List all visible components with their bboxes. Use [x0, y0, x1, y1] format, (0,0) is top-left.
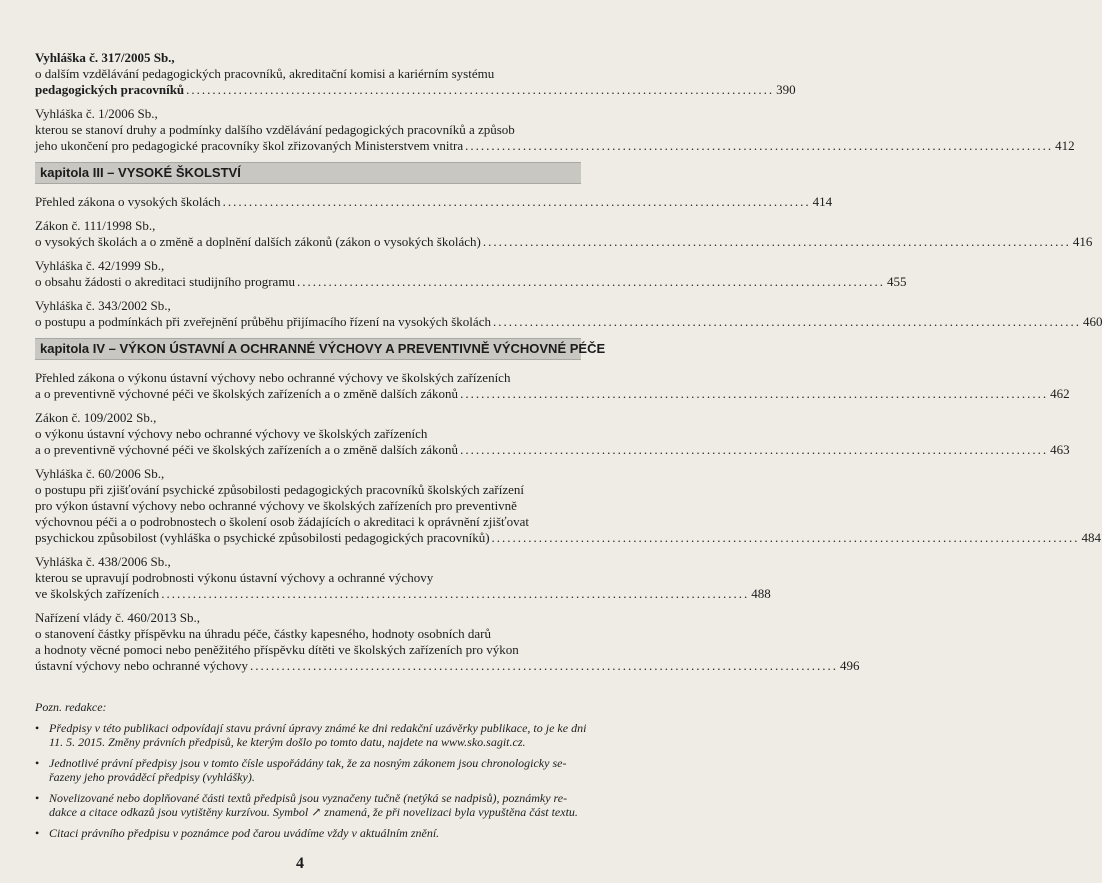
toc-entry-title: Nařízení vlády č. 460/2013 Sb., [35, 610, 200, 625]
toc-entry [35, 194, 833, 210]
toc-entry-title: Vyhláška č. 343/2002 Sb., [35, 298, 171, 313]
toc-entry-text: kterou se stanoví druhy a podmínky dalšího vzdělávání pedagogických pracovníků a způsob [35, 122, 515, 137]
dot-leader: ................................................................................................................ [460, 386, 1049, 401]
toc-entry [35, 298, 1102, 330]
notes-heading: Pozn. redakce: [35, 700, 107, 714]
toc-entry-leader-line [35, 138, 1075, 154]
toc-entry [35, 410, 1070, 458]
note-text: 11. 5. 2015. Změny právních předpisů, ke kterým došlo po tomto datu, najdete na www.sko.sagit.cz. [49, 735, 526, 749]
table-of-contents [35, 50, 1102, 682]
toc-page-number: 455 [886, 274, 907, 289]
toc-entry [35, 466, 1102, 546]
bullet-icon: • [35, 755, 40, 770]
toc-entry-title: Vyhláška č. 438/2006 Sb., [35, 554, 171, 569]
dot-leader: ................................................................................................................ [161, 586, 750, 601]
note-item [35, 826, 583, 841]
toc-entry-text: o postupu při zjišťování psychické způsobilosti pedagogických pracovníků školských zařízení [35, 482, 524, 497]
note-text: Citaci právního předpisu v poznámce pod čarou uvádíme vždy v aktuálním znění. [49, 825, 440, 840]
toc-entry-text: a o preventivně výchovné péči ve školských zařízeních a o změně dalších zákonů [35, 442, 459, 457]
note-item [35, 791, 583, 820]
note-item [35, 720, 587, 750]
dot-leader: ................................................................................................................ [492, 314, 1081, 329]
toc-entry-leader-line [35, 314, 1102, 330]
toc-page-number: 390 [776, 82, 796, 97]
toc-entry-leader-line [35, 274, 907, 290]
toc-entry-title: Zákon č. 111/1998 Sb., [35, 218, 156, 233]
toc-entry-title: Vyhláška č. 60/2006 Sb., [35, 466, 165, 481]
dot-leader: ................................................................................................................ [482, 234, 1071, 249]
toc-entry-leader-line [35, 194, 833, 210]
toc-entry-text: pro výkon ústavní výchovy nebo ochranné výchovy ve školských zařízeních pro preventivně [35, 498, 517, 513]
toc-entry [35, 610, 860, 674]
toc-entry [35, 50, 796, 98]
toc-page-number: 412 [1055, 138, 1075, 153]
note-text: dakce a citace odkazů jsou vytištěny kurzívou. Symbol ↗ znamená, že při novelizaci byla vypuštěna část textu. [49, 805, 578, 819]
chapter-heading: kapitola III – VYSOKÉ ŠKOLSTVÍ [35, 162, 581, 184]
toc-page-number: 416 [1072, 234, 1093, 249]
toc-entry-text: o dalším vzdělávání pedagogických pracovníků, akreditační komisi a kariérním systému [35, 66, 495, 81]
chapter-heading: kapitola IV – VÝKON ÚSTAVNÍ A OCHRANNÉ VÝCHOVY A PREVENTIVNĚ VÝCHOVNÉ PÉČE [35, 338, 581, 360]
note-item [35, 756, 583, 785]
toc-page-number: 460 [1082, 314, 1102, 329]
toc-entry-text: a hodnoty věcné pomoci nebo peněžitého příspěvku dítěti ve školských zařízeních pro výkon [35, 642, 519, 657]
toc-entry-leader-line [35, 586, 771, 602]
bullet-icon: • [35, 720, 40, 735]
dot-leader: ................................................................................................................ [460, 442, 1049, 457]
toc-entry-text: psychickou způsobilost (vyhláška o psychické způsobilosti pedagogických pracovníků) [35, 530, 490, 545]
note-text: Předpisy v této publikaci odpovídají stavu právní úpravy známé ke dni redakční uzávěrky publikace, to je ke dni [49, 720, 587, 735]
dot-leader: ................................................................................................................ [250, 658, 839, 673]
dot-leader: ................................................................................................................ [222, 194, 811, 209]
toc-entry-text: o vysokých školách a o změně a doplnění dalších zákonů (zákon o vysokých školách) [35, 234, 481, 249]
toc-entry-title: Vyhláška č. 42/1999 Sb., [35, 258, 165, 273]
toc-page-number: 496 [840, 658, 860, 673]
toc-page-number: 414 [812, 194, 833, 209]
toc-entry-text: Přehled zákona o výkonu ústavní výchovy nebo ochranné výchovy ve školských zařízeních [35, 370, 511, 385]
page-number: 4 [296, 855, 304, 872]
note-text: řazeny jeho prováděcí předpisy (vyhlášky). [49, 770, 255, 784]
note-text: Novelizované nebo doplňované části textů předpisů jsou vyznačeny tučně (netýká se nadpisů), poznámky re- [49, 790, 568, 805]
toc-entry-leader-line [35, 530, 1102, 546]
toc-entry-text: Přehled zákona o vysokých školách [35, 194, 221, 209]
toc-entry-text: pedagogických pracovníků [35, 82, 185, 97]
toc-entry-title: Vyhláška č. 1/2006 Sb., [35, 106, 158, 121]
note-text: Jednotlivé právní předpisy jsou v tomto čísle uspořádány tak, že za nosným zákonem jsou chronologicky se- [49, 755, 567, 770]
dot-leader: ................................................................................................................ [296, 274, 885, 289]
toc-entry-text: a o preventivně výchovné péči ve školských zařízeních a o změně dalších zákonů [35, 386, 459, 401]
editorial-notes [35, 700, 587, 846]
toc-entry-text: o stanovení částky příspěvku na úhradu péče, částky kapesného, hodnoty osobních darů [35, 626, 491, 641]
toc-page-number: 484 [1081, 530, 1102, 545]
toc-entry-text: ústavní výchovy nebo ochranné výchovy [35, 658, 249, 673]
toc-page-number: 488 [751, 586, 771, 601]
toc-entry [35, 106, 1075, 154]
toc-entry-text: výchovnou péči a o podrobnostech o školení osob žádajících o akreditaci k oprávnění zjišťovat [35, 514, 529, 529]
toc-entry [35, 554, 771, 602]
notes-list [35, 720, 587, 841]
toc-entry-text: o postupu a podmínkách při zveřejnění průběhu přijímacího řízení na vysokých školách [35, 314, 491, 329]
toc-entry-text: jeho ukončení pro pedagogické pracovníky škol zřizovaných Ministerstvem vnitra [35, 138, 464, 153]
toc-entry-leader-line [35, 82, 796, 98]
toc-entry-text: kterou se upravují podrobnosti výkonu ústavní výchovy a ochranné výchovy [35, 570, 434, 585]
toc-entry [35, 218, 1093, 250]
dot-leader: ................................................................................................................ [186, 82, 775, 97]
toc-entry-leader-line [35, 234, 1093, 250]
bullet-icon: • [35, 825, 40, 840]
toc-entry [35, 258, 907, 290]
toc-entry-leader-line [35, 386, 1070, 402]
toc-page-number: 463 [1050, 442, 1070, 457]
toc-entry [35, 370, 1070, 402]
toc-page-number: 462 [1050, 386, 1070, 401]
toc-entry-leader-line [35, 658, 860, 674]
toc-entry-leader-line [35, 442, 1070, 458]
bullet-icon: • [35, 790, 40, 805]
dot-leader: ................................................................................................................ [465, 138, 1054, 153]
toc-entry-text: o obsahu žádosti o akreditaci studijního programu [35, 274, 295, 289]
toc-entry-text: o výkonu ústavní výchovy nebo ochranné výchovy ve školských zařízeních [35, 426, 428, 441]
toc-entry-text: ve školských zařízeních [35, 586, 160, 601]
dot-leader: ................................................................................................................ [491, 530, 1080, 545]
toc-entry-title: Vyhláška č. 317/2005 Sb., [35, 50, 175, 65]
toc-entry-title: Zákon č. 109/2002 Sb., [35, 410, 157, 425]
